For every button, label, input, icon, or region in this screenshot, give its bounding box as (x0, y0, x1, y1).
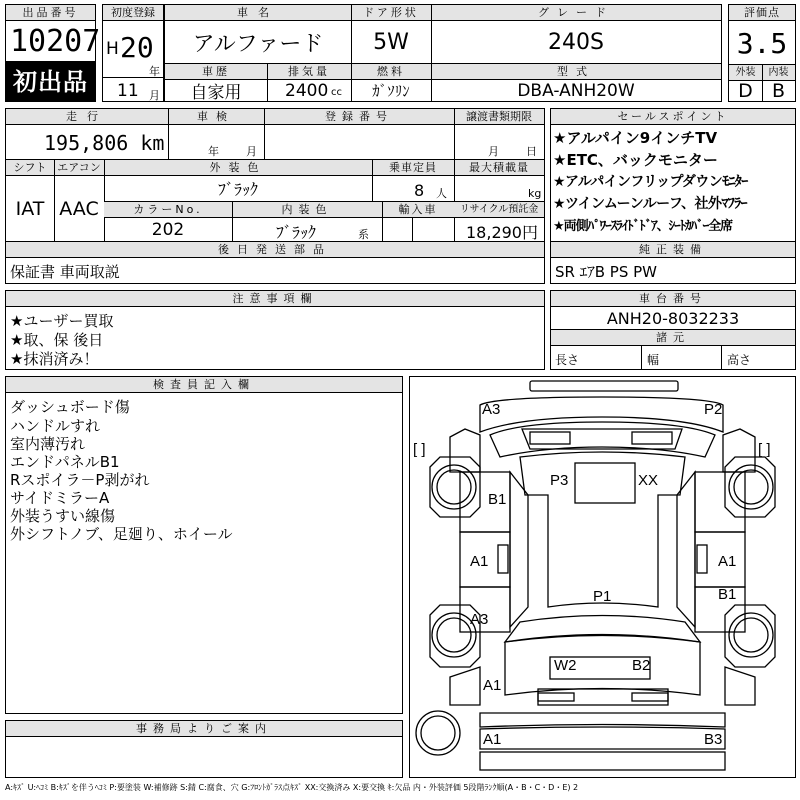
genuine-equipment-label: 純正装備 (551, 242, 795, 258)
int-color: ﾌﾞﾗｯｸ (276, 223, 317, 242)
capacity: 8 (414, 181, 425, 200)
damage-b1-right: B1 (718, 586, 737, 603)
displacement: 2400 (285, 81, 329, 101)
inspection-month-unit: 月 (246, 145, 257, 158)
grade-label: グレード (431, 5, 721, 21)
first-reg-month: 11 (117, 81, 139, 101)
color-no-label: カラーNo. (104, 202, 232, 218)
sales-point-item: ★アルパイン9インチTV (553, 129, 718, 147)
damage-bracket-left: [ ] (413, 441, 426, 458)
inspector-item: Rスポイラ－P剥がれ (10, 471, 150, 489)
damage-w2: W2 (554, 657, 577, 674)
sales-points-box (550, 108, 796, 284)
damage-p3: P3 (550, 472, 569, 489)
lot-number-label: 出品番号 (6, 5, 95, 21)
sales-point-item: ★アルパインフリップダウンﾓﾆﾀｰ (553, 174, 748, 190)
later-parts-label: 後日発送部品 (6, 242, 544, 258)
shift-label: シフト (6, 160, 54, 176)
office-box (5, 720, 403, 778)
damage-p2: P2 (704, 401, 723, 418)
transfer-month-unit: 月 (488, 145, 499, 158)
ext-color-label: 外装色 (104, 160, 372, 176)
office-label: 事務局よりご案内 (6, 721, 402, 737)
ac-label: エアコン (54, 160, 104, 176)
import-label: 輸入車 (382, 202, 454, 218)
genuine-equipment: SR ｴｱB PS PW (555, 263, 657, 281)
damage-a3-left: A3 (470, 611, 489, 628)
inspector-box (5, 376, 403, 714)
model-label: 型式 (431, 64, 721, 80)
notes-label: 注意事項欄 (6, 291, 544, 307)
exterior-label: 外装 (729, 65, 762, 81)
inspector-item: ハンドルすれ (10, 417, 101, 435)
history: 自家用 (190, 83, 242, 103)
first-listing-badge: 初出品 (5, 62, 96, 102)
height-label: 高さ (727, 353, 752, 367)
vehicle-info-box (164, 4, 722, 102)
exterior-grade: D (738, 79, 753, 102)
score-label: 評価点 (729, 5, 795, 21)
mileage: 195,806 km (44, 131, 165, 155)
first-registration-label: 初度登録 (103, 5, 163, 21)
color-no: 202 (151, 219, 185, 240)
details-table (5, 108, 545, 284)
damage-b3: B3 (704, 731, 723, 748)
damage-a3-top-left: A3 (482, 401, 501, 418)
door-type: 5W (373, 29, 409, 55)
displacement-unit: cc (331, 87, 342, 98)
shift: IAT (15, 197, 45, 220)
interior-grade: B (771, 79, 786, 102)
width-label: 幅 (647, 353, 660, 367)
damage-xx: XX (638, 472, 659, 489)
note-item: ★抹消済み！ (10, 350, 99, 368)
month-unit: 月 (149, 89, 160, 102)
interior-label: 内装 (762, 65, 795, 81)
inspection-year-unit: 年 (208, 145, 219, 158)
score: 3.5 (736, 26, 788, 60)
note-item: ★ユーザー買取 (10, 312, 114, 330)
car-diagram (409, 376, 796, 778)
capacity-unit: 人 (436, 187, 447, 200)
inspector-item: サイドミラーA (10, 489, 110, 507)
specs-label: 諸元 (551, 330, 795, 346)
car-name: アルファード (192, 31, 324, 57)
damage-bracket-right: [ ] (758, 441, 771, 458)
first-reg-year: 20 (120, 31, 154, 64)
reg-number-label: 登録番号 (264, 109, 454, 125)
inspector-item: ダッシュボード傷 (10, 398, 130, 416)
note-item: ★取、保 後日 (10, 331, 104, 349)
inspector-item: 室内薄汚れ (10, 435, 86, 453)
model: DBA-ANH20W (517, 80, 635, 101)
mileage-label: 走行 (6, 109, 168, 125)
fuel-label: 燃料 (351, 64, 431, 80)
score-box (728, 4, 796, 102)
damage-b2: B2 (632, 657, 651, 674)
inspector-item: 外シフトノブ、足廻り、ホイール (10, 525, 233, 543)
sales-point-item: ★ETC、バックモニター (553, 151, 718, 169)
inspector-label: 検査員記入欄 (6, 377, 402, 393)
chassis-number: ANH20-8032233 (606, 308, 740, 328)
inspector-item: 外装うすい線傷 (10, 507, 116, 525)
chassis-label: 車台番号 (551, 291, 795, 307)
damage-p1: P1 (593, 588, 612, 605)
car-name-label: 車名 (165, 5, 351, 21)
recycle-label: リサイクル預託金 (454, 202, 544, 218)
grade: 240S (548, 29, 604, 55)
sales-points-label: セールスポイント (551, 109, 795, 125)
ext-color: ﾌﾞﾗｯｸ (217, 180, 258, 199)
transfer-label: 譲渡書類期限 (454, 109, 544, 125)
era: H (106, 39, 119, 59)
lot-number: 10207 (10, 24, 101, 59)
damage-a1-right: A1 (718, 553, 737, 570)
legend: A:ｷｽﾞ U:ﾍｺﾐ B:ｷｽﾞを伴うﾍｺﾐ P:要塗装 W:補修跡 S:錆 C:腐食、穴 G:ﾌﾛﾝﾄｶﾞﾗｽ点ｷｽﾞ XX:交換済み X:要交換 ｷ:欠品 内・外装評価 5段階ﾗﾝｸ順(A・B・C・D・E) 2 (5, 783, 579, 792)
chassis-box (550, 290, 796, 370)
length-label: 長さ (555, 353, 580, 367)
max-load-label: 最大積載量 (454, 160, 544, 176)
door-label: ドア形状 (351, 5, 431, 21)
year-unit: 年 (149, 65, 160, 78)
inspection-label: 車検 (168, 109, 264, 125)
sales-point-item: ★両側ﾊﾟﾜｰｽﾗｲﾄﾞﾄﾞｱ、ｼｰﾄｶﾊﾞｰ全席 (553, 219, 733, 234)
damage-b1-left: B1 (488, 491, 507, 508)
recycle-deposit: 18,290円 (466, 223, 538, 242)
displacement-label: 排気量 (267, 64, 351, 80)
inspector-item: エンドパネルB1 (10, 453, 120, 471)
transfer-day-unit: 日 (526, 145, 537, 158)
fuel: ｶﾞｿﾘﾝ (372, 82, 410, 100)
damage-a1-left: A1 (470, 553, 489, 570)
max-load-unit: kg (528, 187, 542, 200)
ac: AAC (59, 197, 99, 220)
int-color-unit: 系 (358, 228, 369, 241)
int-color-label: 内装色 (232, 202, 382, 218)
car-outline-drawing (410, 377, 795, 777)
first-registration-box (102, 4, 164, 102)
notes-box (5, 290, 545, 370)
damage-a1-lower-left: A1 (483, 677, 502, 694)
lot-number-box (5, 4, 101, 62)
sales-point-item: ★ツインムーンルーフ、社外ﾏﾌﾗｰ (553, 196, 747, 212)
capacity-label: 乗車定員 (372, 160, 454, 176)
damage-a1-bottom-left: A1 (483, 731, 502, 748)
later-parts: 保証書 車両取説 (10, 263, 120, 281)
history-label: 車歴 (165, 64, 267, 80)
